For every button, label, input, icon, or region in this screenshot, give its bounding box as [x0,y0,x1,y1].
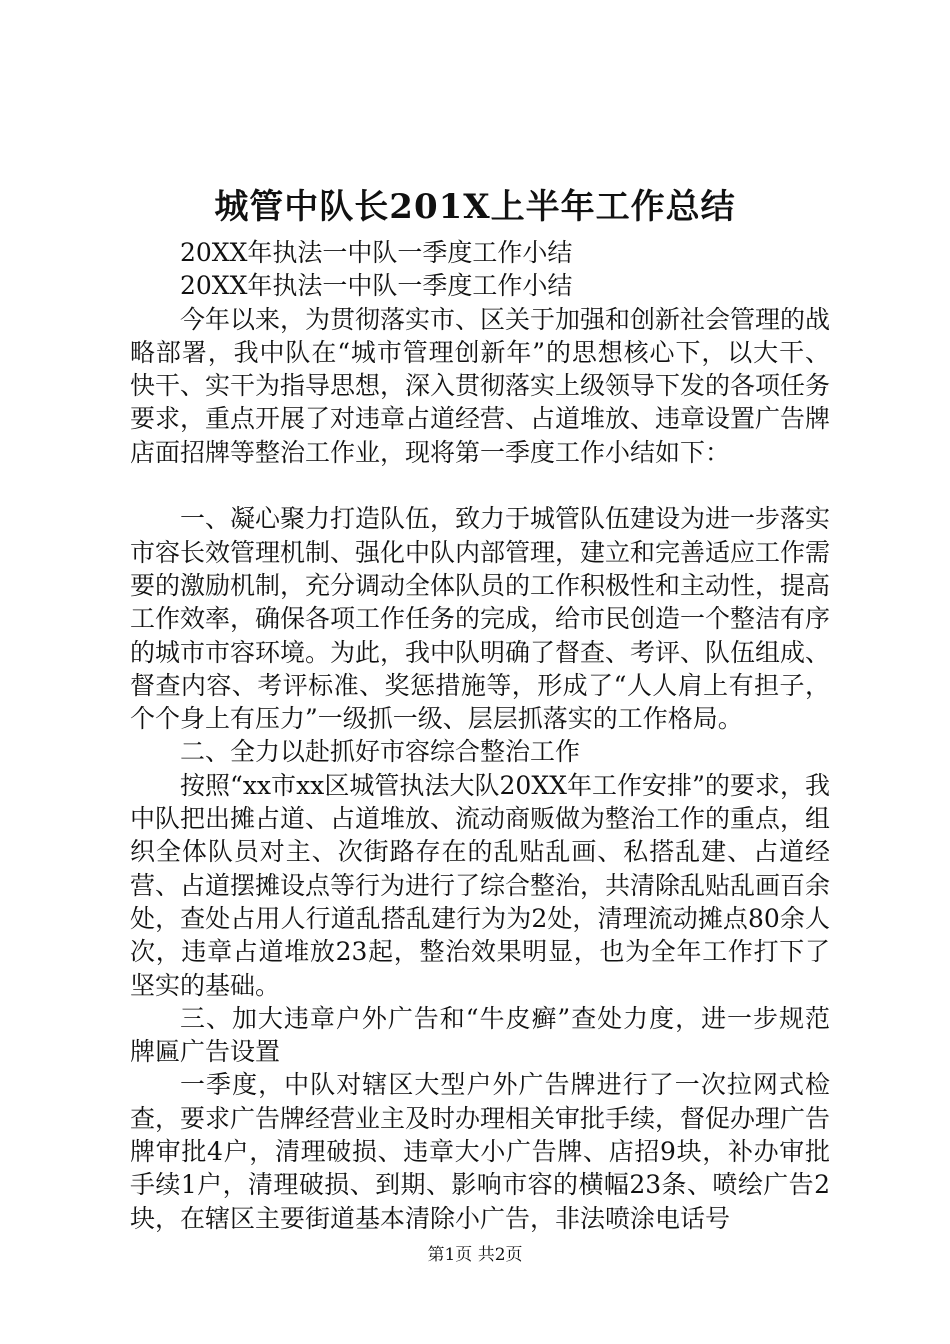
paragraph-intro: 今年以来，为贯彻落实市、区关于加强和创新社会管理的战略部署，我中队在“城市管理创新年”的思想核心下，以大干、快干、实干为指导思想，深入贯彻落实上级领导下发的各项任务要求，重点开展了对违章占道经营、占道堆放、违章设置广告牌店面招牌等整治工作业，现将第一季度工作小结如下： [130,304,831,467]
paragraph-section-2: 按照“xx市xx区城管执法大队20XX年工作安排”的要求，我中队把出摊占道、占道堆放、流动商贩做为整治工作的重点，组织全体队员对主、次街路存在的乱贴乱画、私搭乱建、占道经营、占道摆摊设点等行为进行了综合整治，共清除乱贴乱画百余处，查处占用人行道乱搭乱建行为为2处，清理流动摊点80余人次，违章占道堆放23起，整治效果明显，也为全年工作打下了坚实的基础。 [130,770,831,1000]
document-title: 城管中队长201X上半年工作总结 [214,187,736,227]
paragraph-section-1: 一、凝心聚力打造队伍，致力于城管队伍建设为进一步落实市容长效管理机制、强化中队内部管理，建立和完善适应工作需要的激励机制，充分调动全体队员的工作积极性和主动性，提高工作效率，确保各项工作任务的完成，给市民创造一个整洁有序的城市市容环境。为此，我中队明确了督查、考评、队伍组成、督查内容、考评标准、奖惩措施等，形成了“人人肩上有担子，个个身上有压力”一级抓一级、层层抓落实的工作格局。 [130,504,831,734]
document-body [130,236,830,1235]
paragraph-section-3: 一季度，中队对辖区大型户外广告牌进行了一次拉网式检查，要求广告牌经营业主及时办理相关审批手续，督促办理广告牌审批4户，清理破损、违章大小广告牌、店招9块，补办审批手续1户，清理破损、到期、影响市容的横幅23条、喷绘广告2块，在辖区主要街道基本清除小广告，非法喷涂电话号 [130,1070,831,1233]
paragraph-heading-3: 三、加大违章户外广告和“牛皮癣”查处力度，进一步规范牌匾广告设置 [130,1003,830,1067]
paragraph-heading-2: 二、全力以赴抓好市容综合整治工作 [180,737,581,767]
paragraph-subtitle-2: 20XX年执法一中队一季度工作小结 [180,271,573,301]
paragraph-subtitle-1: 20XX年执法一中队一季度工作小结 [180,238,573,267]
page-footer: 第1页 共2页 [427,1245,523,1265]
